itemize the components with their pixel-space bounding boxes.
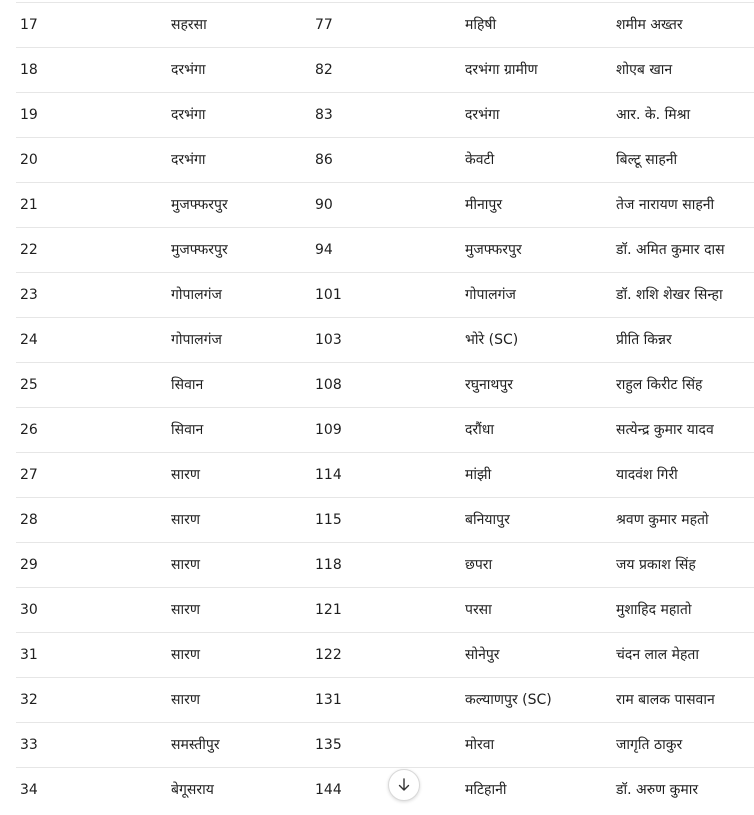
table-row [16, 587, 754, 632]
table-row [16, 47, 754, 92]
constituency-number-cell: 103 [315, 332, 342, 348]
constituency-number-cell: 131 [315, 692, 342, 708]
district-cell: सारण [171, 602, 200, 618]
candidate-cell: बिल्टू साहनी [616, 152, 678, 168]
district-cell: सिवान [171, 422, 204, 438]
candidate-cell: शमीम अख्तर [616, 17, 683, 33]
candidate-cell: श्रवण कुमार महतो [616, 512, 709, 528]
serial-number-cell: 34 [20, 782, 38, 798]
table-row [16, 272, 754, 317]
serial-number-cell: 18 [20, 62, 38, 78]
district-cell: समस्तीपुर [171, 737, 220, 753]
candidate-cell: जागृति ठाकुर [616, 737, 683, 753]
constituency-number-cell: 82 [315, 62, 333, 78]
serial-number-cell: 31 [20, 647, 38, 663]
candidate-table [0, 2, 754, 812]
serial-number-cell: 30 [20, 602, 38, 618]
constituency-cell: भोरे (SC) [465, 332, 519, 348]
district-cell: सारण [171, 647, 200, 663]
constituency-number-cell: 114 [315, 467, 342, 483]
constituency-number-cell: 115 [315, 512, 342, 528]
constituency-number-cell: 121 [315, 602, 342, 618]
district-cell: मुजफ्फरपुर [171, 197, 228, 213]
constituency-cell: गोपालगंज [465, 287, 516, 303]
constituency-cell: दरौंधा [465, 422, 495, 438]
arrow-down-icon [396, 777, 412, 793]
constituency-number-cell: 94 [315, 242, 333, 258]
table-row [16, 317, 754, 362]
serial-number-cell: 17 [20, 17, 38, 33]
candidate-cell: राहुल किरीट सिंह [616, 377, 703, 393]
table-row [16, 722, 754, 767]
candidate-cell: मुशाहिद महातो [616, 602, 692, 618]
table-row [16, 137, 754, 182]
table-row [16, 497, 754, 542]
constituency-number-cell: 90 [315, 197, 333, 213]
constituency-number-cell: 144 [315, 782, 342, 798]
district-cell: दरभंगा [171, 62, 206, 78]
district-cell: दरभंगा [171, 152, 206, 168]
constituency-cell: महिषी [465, 17, 497, 33]
candidate-cell: चंदन लाल मेहता [616, 647, 700, 663]
district-cell: सहरसा [171, 17, 207, 33]
district-cell: गोपालगंज [171, 287, 222, 303]
constituency-number-cell: 109 [315, 422, 342, 438]
serial-number-cell: 33 [20, 737, 38, 753]
constituency-cell: मुजफ्फरपुर [465, 242, 522, 258]
district-cell: गोपालगंज [171, 332, 222, 348]
serial-number-cell: 24 [20, 332, 38, 348]
serial-number-cell: 25 [20, 377, 38, 393]
table-row [16, 452, 754, 497]
constituency-cell: छपरा [465, 557, 493, 573]
constituency-cell: बनियापुर [465, 512, 510, 528]
constituency-cell: दरभंगा ग्रामीण [465, 62, 538, 78]
candidate-cell: डॉ. अरुण कुमार [616, 782, 699, 798]
serial-number-cell: 32 [20, 692, 38, 708]
constituency-number-cell: 86 [315, 152, 333, 168]
district-cell: सारण [171, 512, 200, 528]
table-row [16, 182, 754, 227]
constituency-cell: परसा [465, 602, 492, 618]
serial-number-cell: 22 [20, 242, 38, 258]
table-row [16, 677, 754, 722]
constituency-cell: केवटी [465, 152, 495, 168]
district-cell: मुजफ्फरपुर [171, 242, 228, 258]
constituency-cell: रघुनाथपुर [465, 377, 514, 393]
candidate-cell: शोएब खान [616, 62, 673, 78]
constituency-number-cell: 118 [315, 557, 342, 573]
serial-number-cell: 21 [20, 197, 38, 213]
candidate-cell: जय प्रकाश सिंह [616, 557, 696, 573]
candidate-cell: तेज नारायण साहनी [616, 197, 715, 213]
table-row [16, 2, 754, 47]
serial-number-cell: 28 [20, 512, 38, 528]
constituency-cell: कल्याणपुर (SC) [465, 692, 552, 708]
constituency-number-cell: 101 [315, 287, 342, 303]
candidate-cell: सत्येन्द्र कुमार यादव [616, 422, 714, 438]
constituency-cell: मांझी [465, 467, 492, 483]
candidate-cell: राम बालक पासवान [616, 692, 715, 708]
constituency-number-cell: 83 [315, 107, 333, 123]
constituency-cell: दरभंगा [465, 107, 500, 123]
candidate-cell: आर. के. मिश्रा [616, 107, 691, 123]
table-row [16, 362, 754, 407]
constituency-cell: मोरवा [465, 737, 495, 753]
candidate-cell: यादवंश गिरी [616, 467, 678, 483]
constituency-cell: मीनापुर [465, 197, 503, 213]
table-row [16, 767, 754, 812]
candidate-cell: डॉ. शशि शेखर सिन्हा [616, 287, 723, 303]
district-cell: दरभंगा [171, 107, 206, 123]
serial-number-cell: 20 [20, 152, 38, 168]
serial-number-cell: 29 [20, 557, 38, 573]
serial-number-cell: 23 [20, 287, 38, 303]
district-cell: बेगूसराय [171, 782, 214, 798]
district-cell: सारण [171, 467, 200, 483]
table-row [16, 632, 754, 677]
constituency-number-cell: 108 [315, 377, 342, 393]
serial-number-cell: 19 [20, 107, 38, 123]
district-cell: सिवान [171, 377, 204, 393]
constituency-cell: मटिहानी [465, 782, 507, 798]
district-cell: सारण [171, 557, 200, 573]
table-row [16, 227, 754, 272]
candidate-cell: प्रीति किन्नर [616, 332, 672, 348]
table-row [16, 92, 754, 137]
table-row [16, 542, 754, 587]
table-row [16, 407, 754, 452]
constituency-cell: सोनेपुर [465, 647, 500, 663]
candidate-cell: डॉ. अमित कुमार दास [616, 242, 725, 258]
scroll-to-bottom-button[interactable] [388, 769, 420, 801]
serial-number-cell: 27 [20, 467, 38, 483]
district-cell: सारण [171, 692, 200, 708]
constituency-number-cell: 77 [315, 17, 333, 33]
constituency-number-cell: 135 [315, 737, 342, 753]
serial-number-cell: 26 [20, 422, 38, 438]
constituency-number-cell: 122 [315, 647, 342, 663]
